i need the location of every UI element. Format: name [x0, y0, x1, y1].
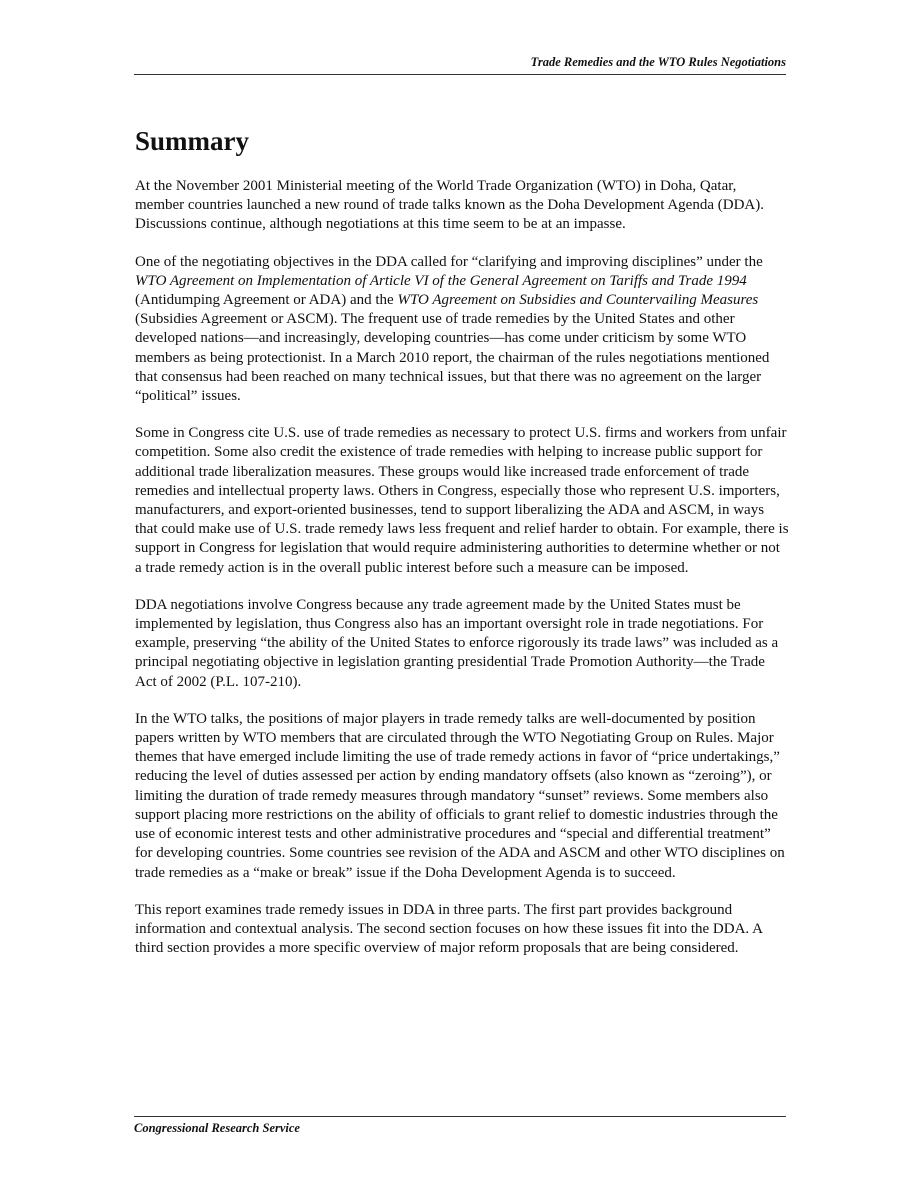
running-header-title: Trade Remedies and the WTO Rules Negotiations — [530, 55, 786, 69]
summary-paragraph-5: In the WTO talks, the positions of major players in trade remedy talks are well-documented by position papers written by WTO members that are circulated through the WTO Negotiating Group on Rules. Major themes that have emerged include limiting the use of trade remedy actions in favor of “price undertakings,” reducing the level of duties assessed per action by ending mandatory offsets (also known as “zeroing”), or limiting the duration of trade remedy measures through mandatory “sunset” reviews. Some members also support placing more restrictions on the ability of officials to grant relief to domestic industries through the use of economic interest tests and other administrative procedures and “special and differential treatment” for developing countries. Some countries see revision of the ADA and ASCM and other WTO disciplines on trade remedies as a “make or break” issue if the Doha Development Agenda is to succeed. — [135, 710, 785, 881]
paragraph-2-text-1: One of the negotiating objectives in the DDA called for “clarifying and improving disciplines” under the — [135, 253, 763, 270]
summary-paragraph-4: DDA negotiations involve Congress because any trade agreement made by the United States must be implemented by legislation, thus Congress also has an important oversight role in trade negotiations. For example, preserving “the ability of the United States to enforce rigorously its trade laws” was included as a principal negotiating objective in legislation granting presidential Trade Promotion Authority—the Trade Act of 2002 (P.L. 107-210). — [135, 596, 779, 690]
summary-body — [135, 177, 789, 976]
summary-paragraph-2 — [135, 253, 789, 407]
subsidies-agreement-title: WTO Agreement on Subsidies and Countervailing Measures — [397, 292, 759, 309]
paragraph-2-text-3: (Subsidies Agreement or ASCM). The frequent use of trade remedies by the United States and other developed nations—and increasingly, developing countries—has come under criticism by some WTO members as being protectionist. In a March 2010 report, the chairman of the rules negotiations mentioned that consensus had been reached on many technical issues, but that there was no agreement on the larger “political” issues. — [135, 311, 770, 405]
summary-paragraph-3: Some in Congress cite U.S. use of trade remedies as necessary to protect U.S. firms and workers from unfair competition. Some also credit the existence of trade remedies with helping to increase public support for additional trade liberalization measures. These groups would like increased trade enforcement of trade remedies and intellectual property laws. Others in Congress, especially those who represent U.S. importers, manufacturers, and export-oriented businesses, tend to support liberalizing the ADA and ASCM, in ways that could make use of U.S. trade remedy laws less frequent and relief harder to obtain. For example, there is support in Congress for legislation that would require administering authorities to determine whether or not a trade remedy action is in the overall public interest before such a measure can be imposed. — [135, 425, 789, 576]
summary-paragraph-1: At the November 2001 Ministerial meeting of the World Trade Organization (WTO) in Doha, Qatar, member countries launched a new round of trade talks known as the Doha Development Agenda (DDA). Discussions continue, although negotiations at this time seem to be at an impasse. — [135, 178, 764, 233]
summary-paragraph-6: This report examines trade remedy issues in DDA in three parts. The first part provides background information and contextual analysis. The second section focuses on how these issues fit into the DDA. A third section provides a more specific overview of major reform proposals that are being considered. — [135, 901, 763, 957]
paragraph-2-text-2: (Antidumping Agreement or ADA) and the — [135, 292, 398, 309]
footer-organization: Congressional Research Service — [134, 1121, 300, 1135]
antidumping-agreement-title: WTO Agreement on Implementation of Article VI of the General Agreement on Tariffs and Trade 1994 — [135, 272, 747, 289]
running-header — [134, 56, 786, 75]
page-title: Summary — [135, 126, 249, 156]
running-footer — [134, 1116, 786, 1136]
